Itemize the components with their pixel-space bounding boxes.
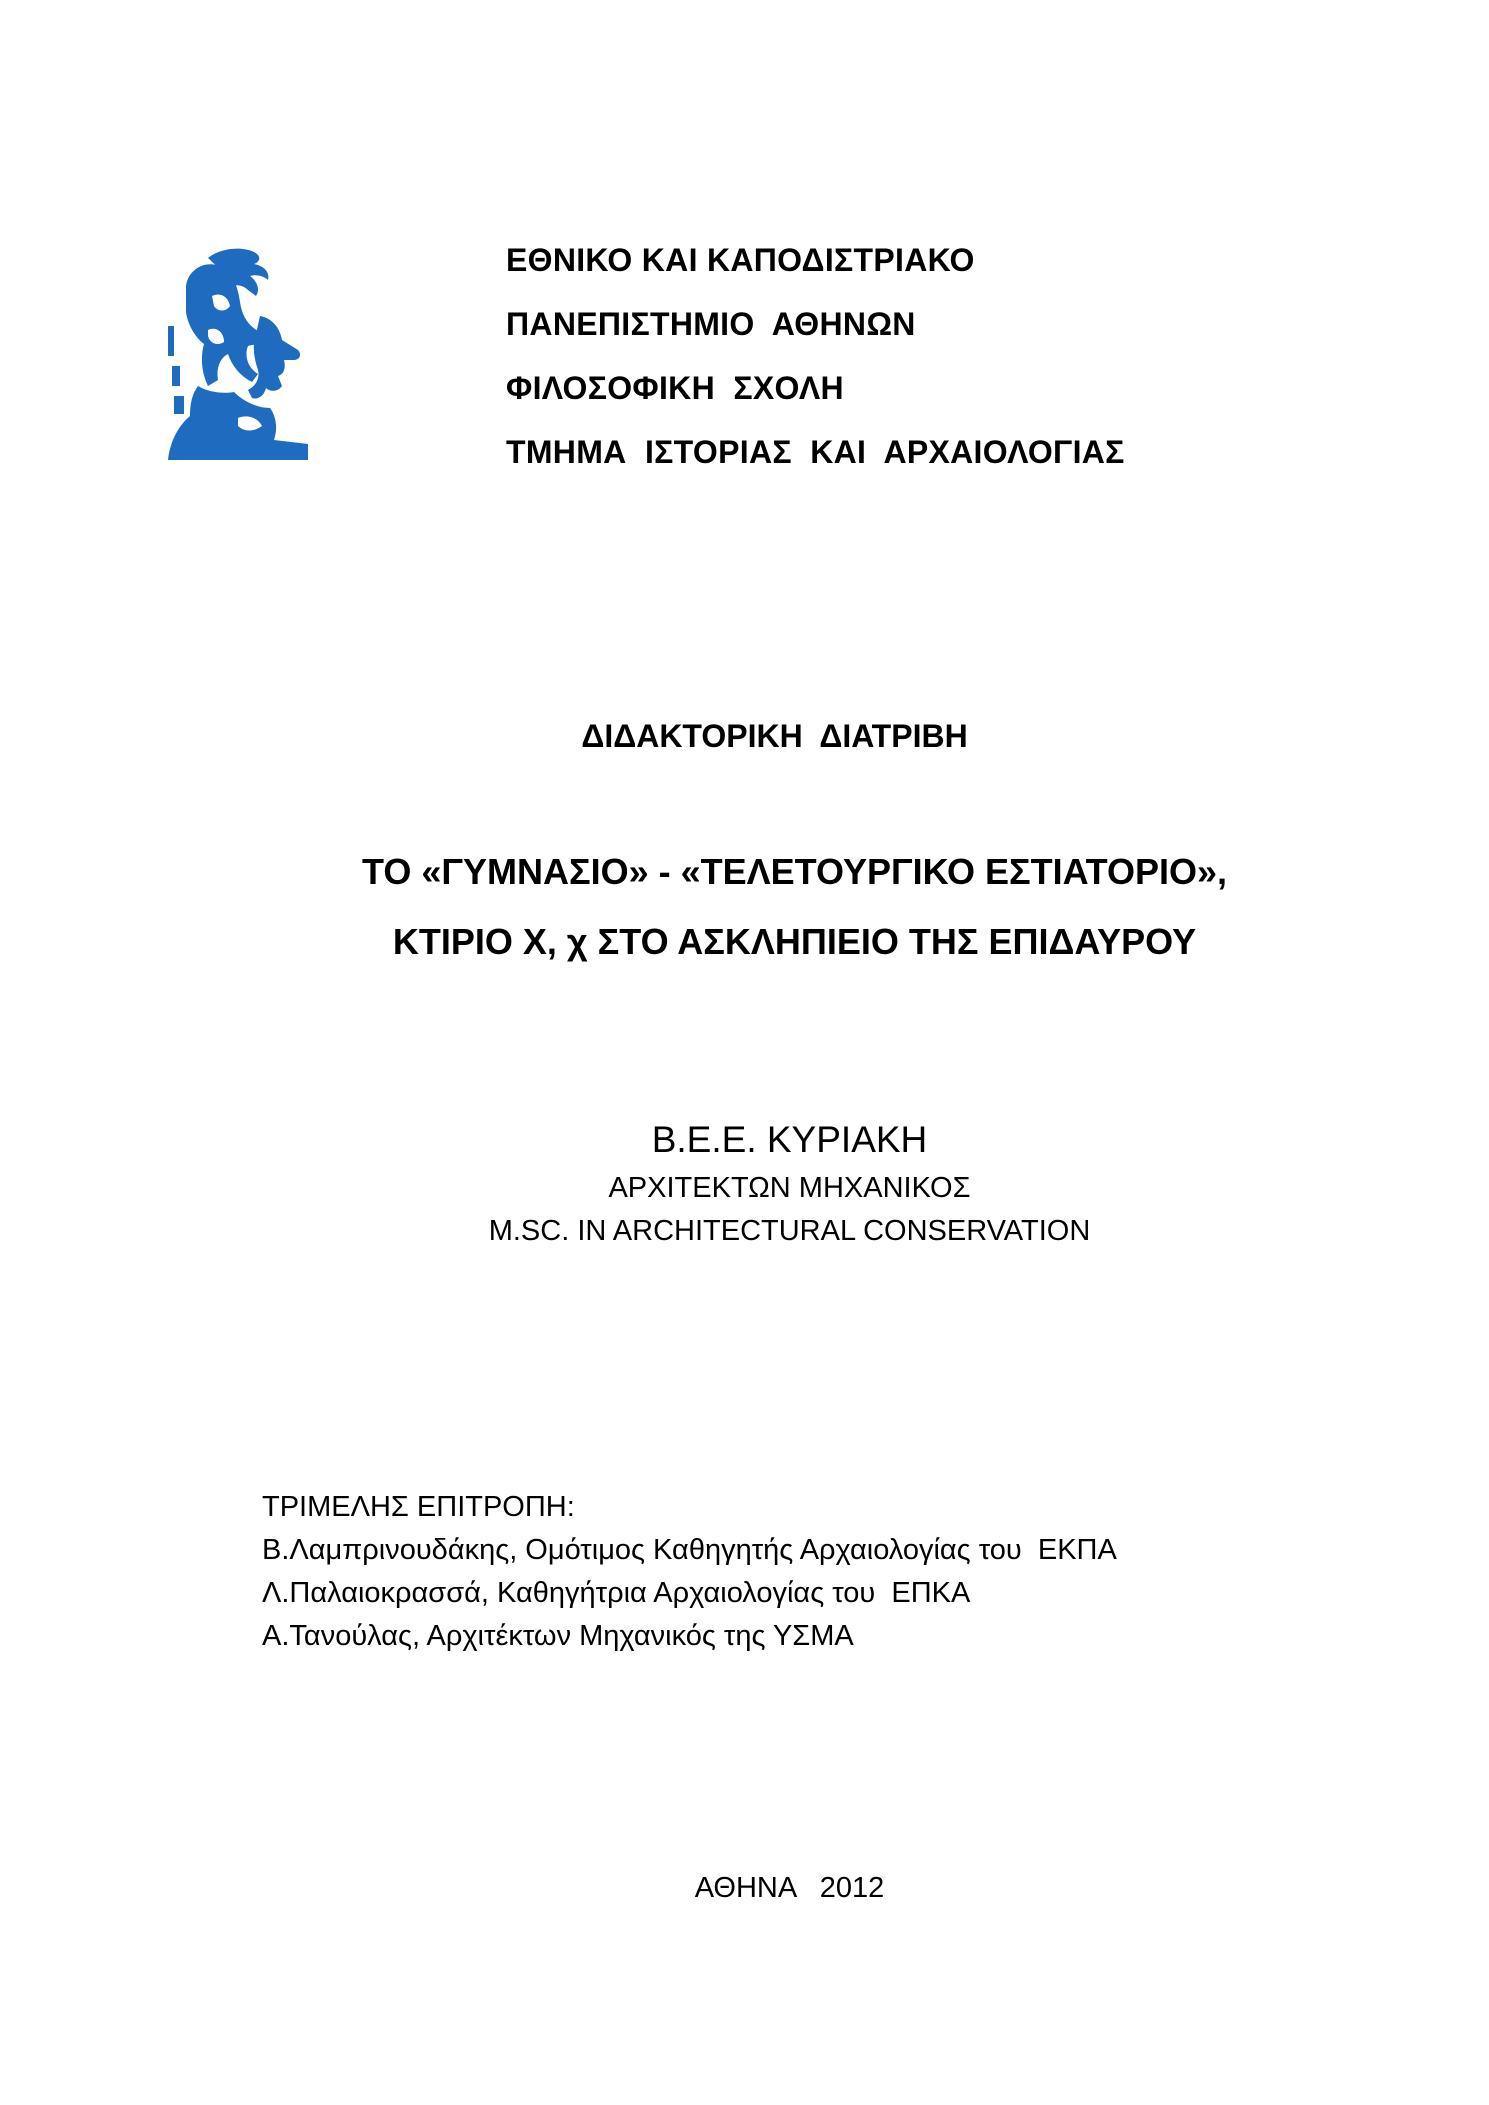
athena-head-logo-icon	[168, 246, 310, 466]
university-heading	[506, 228, 1125, 484]
author-profession: ΑΡΧΙΤΕΚΤΩΝ ΜΗΧΑΝΙΚΟΣ	[608, 1172, 971, 1204]
faculty-name: ΦΙΛΟΣΟΦΙΚΗ ΣΧΟΛΗ	[506, 370, 844, 406]
thesis-title-line-1: ΤΟ «ΓΥΜΝΑΣΙΟ» - «ΤΕΛΕΤΟΥΡΓΙΚΟ ΕΣΤΙΑΤΟΡΙΟ»,	[361, 851, 1228, 892]
university-name-line-1: ΕΘΝΙΚΟ ΚΑΙ ΚΑΠΟΔΙΣΤΡΙΑΚΟ	[506, 242, 975, 278]
department-name: ΤΜΗΜΑ ΙΣΤΟΡΙΑΣ ΚΑΙ ΑΡΧΑΙΟΛΟΓΙΑΣ	[506, 434, 1125, 470]
university-name-line-2: ΠΑΝΕΠΙΣΤΗΜΙΟ ΑΘΗΝΩΝ	[506, 306, 916, 342]
author-name: Β.Ε.Ε. ΚΥΡΙΑΚΗ	[651, 1119, 928, 1160]
author-degree: M.SC. IN ARCHITECTURAL CONSERVATION	[488, 1215, 1091, 1247]
committee-member-1: Β.Λαμπρινουδάκης, Ομότιμος Καθηγητής Αρχαιολογίας του ΕΚΠΑ	[262, 1534, 1117, 1566]
thesis-title-line-2: ΚΤΙΡΙΟ Χ, χ ΣΤΟ ΑΣΚΛΗΠΙΕΙΟ ΤΗΣ ΕΠΙΔΑΥΡΟΥ	[392, 921, 1197, 962]
committee-member-3: Α.Τανούλας, Αρχιτέκτων Μηχανικός της ΥΣΜΑ	[262, 1620, 854, 1652]
committee-heading: ΤΡΙΜΕΛΗΣ ΕΠΙΤΡΟΠΗ:	[262, 1491, 575, 1523]
place-date: ΑΘΗΝΑ 2012	[694, 1872, 885, 1904]
thesis-type: ΔΙΔΑΚΤΟΡΙΚΗ ΔΙΑΤΡΙΒΗ	[581, 718, 968, 754]
committee-member-2: Λ.Παλαιοκρασσά, Καθηγήτρια Αρχαιολογίας του ΕΠΚΑ	[262, 1577, 971, 1609]
committee-section	[262, 1486, 1117, 1658]
